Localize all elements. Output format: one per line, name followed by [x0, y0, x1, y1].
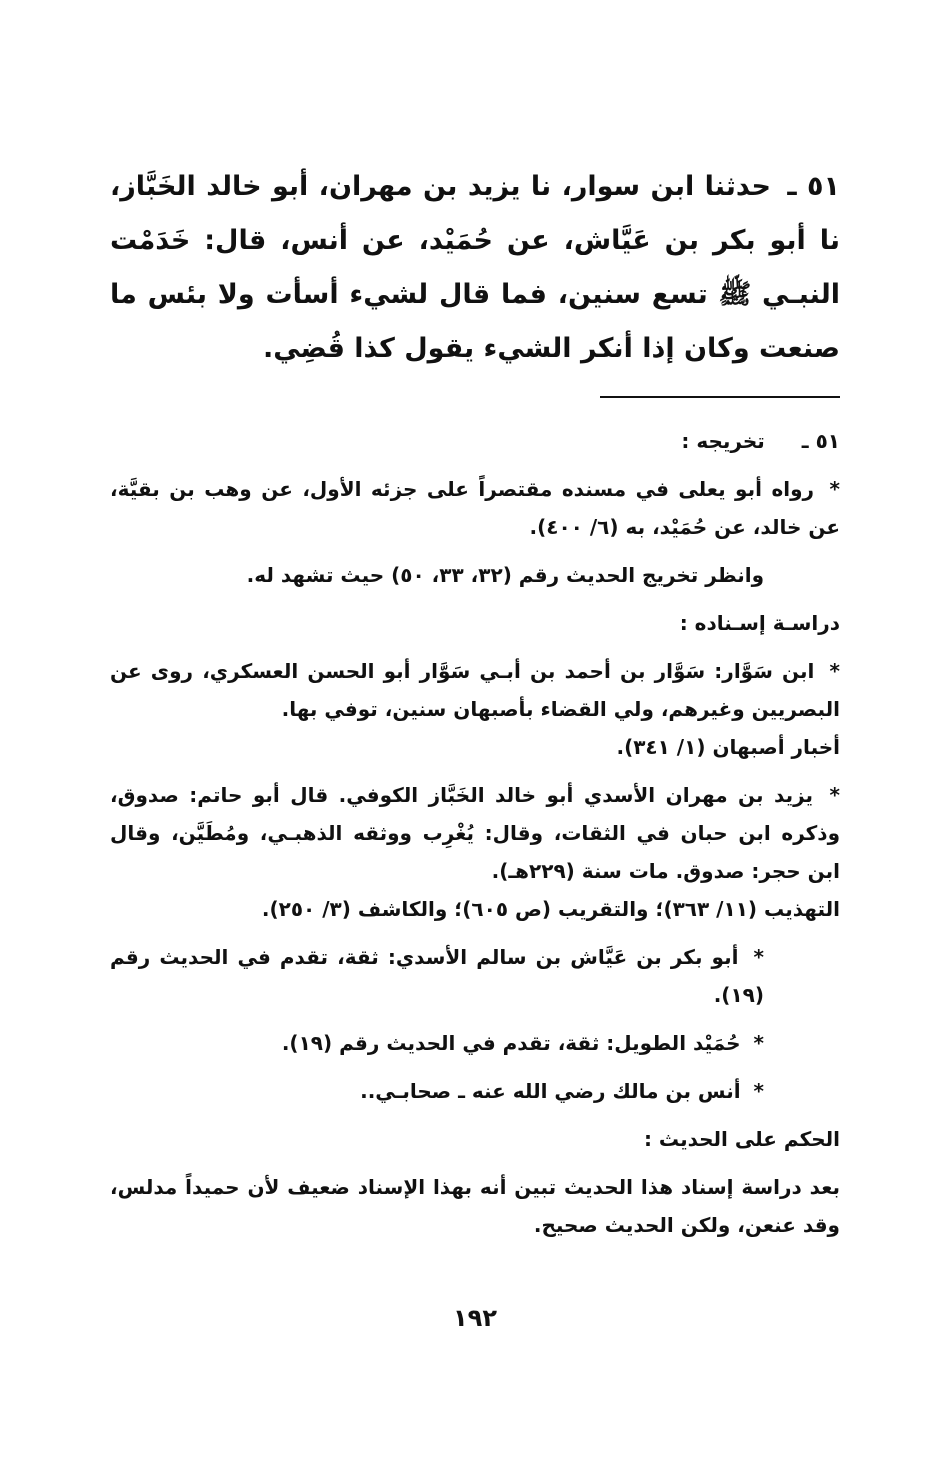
- takhrij-text: * رواه أبو يعلى في مسنده مقتصراً على جزئه الأول، عن وهب بن بقيَّة، عن خالد، عن حُمَيْد، به (٦/ ٤٠٠).: [110, 477, 840, 539]
- narrator-1: * ابن سَوَّار: سَوَّار بن أحمد بن أبـي سَوَّار أبو الحسن العسكري، روى عن البصريين وغيرهم، ولي القضاء بأصبهان سنين، توفي بها.: [110, 659, 840, 721]
- takhrij-heading-row: [110, 422, 840, 460]
- footnotes-block: [110, 422, 840, 1244]
- ruling-heading: الحكم على الحديث :: [643, 1127, 840, 1151]
- hadith-text-block: [110, 160, 840, 376]
- bullet-icon: *: [753, 1079, 764, 1103]
- takhrij-see-also: وانظر تخريج الحديث رقم (٣٢، ٣٣، ٥٠) حيث تشهد له.: [246, 563, 764, 587]
- bullet-icon: *: [829, 477, 840, 501]
- bullet-icon: *: [829, 783, 841, 807]
- hadith-body: حدثنا ابن سوار، نا يزيد بن مهران، أبو خالد الخَبَّاز، نا أبو بكر بن عَيَّاش، عن حُمَيْد، عن أنس، قال: خَدَمْت النبـي ﷺ تسع سنين، فما قال لشيء أسأت ولا بئس ما صنعت وكان إذا أنكر الشيء يقول كذا قُضِي.: [110, 171, 840, 364]
- narrator-5: * أنس بن مالك رضي الله عنه ـ صحابـي..: [360, 1079, 764, 1103]
- page-number: ١٩٢: [453, 1304, 497, 1332]
- narrator-1-source: أخبار أصبهان (١/ ٣٤١).: [616, 735, 840, 759]
- footnote-number: ٥١ ـ: [801, 429, 840, 453]
- isnad-heading: دراسـة إسـناده :: [679, 611, 840, 635]
- narrator-2-source: التهذيب (١١/ ٣٦٣)؛ والتقريب (ص ٦٠٥)؛ والكاشف (٣/ ٢٥٠).: [261, 897, 840, 921]
- narrator-4: * حُمَيْد الطويل: ثقة، تقدم في الحديث رقم (١٩).: [281, 1031, 764, 1055]
- bullet-icon: *: [753, 945, 765, 969]
- narrator-3: * أبو بكر بن عَيَّاش بن سالم الأسدي: ثقة، تقدم في الحديث رقم (١٩).: [110, 945, 765, 1007]
- takhrij-heading: تخريجه :: [681, 429, 765, 453]
- bullet-icon: *: [829, 659, 840, 683]
- bullet-icon: *: [753, 1031, 764, 1055]
- hadith-number: ٥١ ـ: [787, 171, 840, 202]
- narrator-2: * يزيد بن مهران الأسدي أبو خالد الخَبَّاز الكوفي. قال أبو حاتم: صدوق، وذكره ابن حبان في الثقات، وقال: يُغْرِب ووثقه الذهبـي، ومُطَيَّن، وقال ابن حجر: صدوق. مات سنة (٢٢٩هـ).: [110, 783, 841, 883]
- footnote-separator: [600, 396, 840, 398]
- ruling-text: بعد دراسة إسناد هذا الحديث تبين أنه بهذا الإسناد ضعيف لأن حميداً مدلس، وقد عنعن، ولكن الحديث صحيح.: [110, 1175, 840, 1237]
